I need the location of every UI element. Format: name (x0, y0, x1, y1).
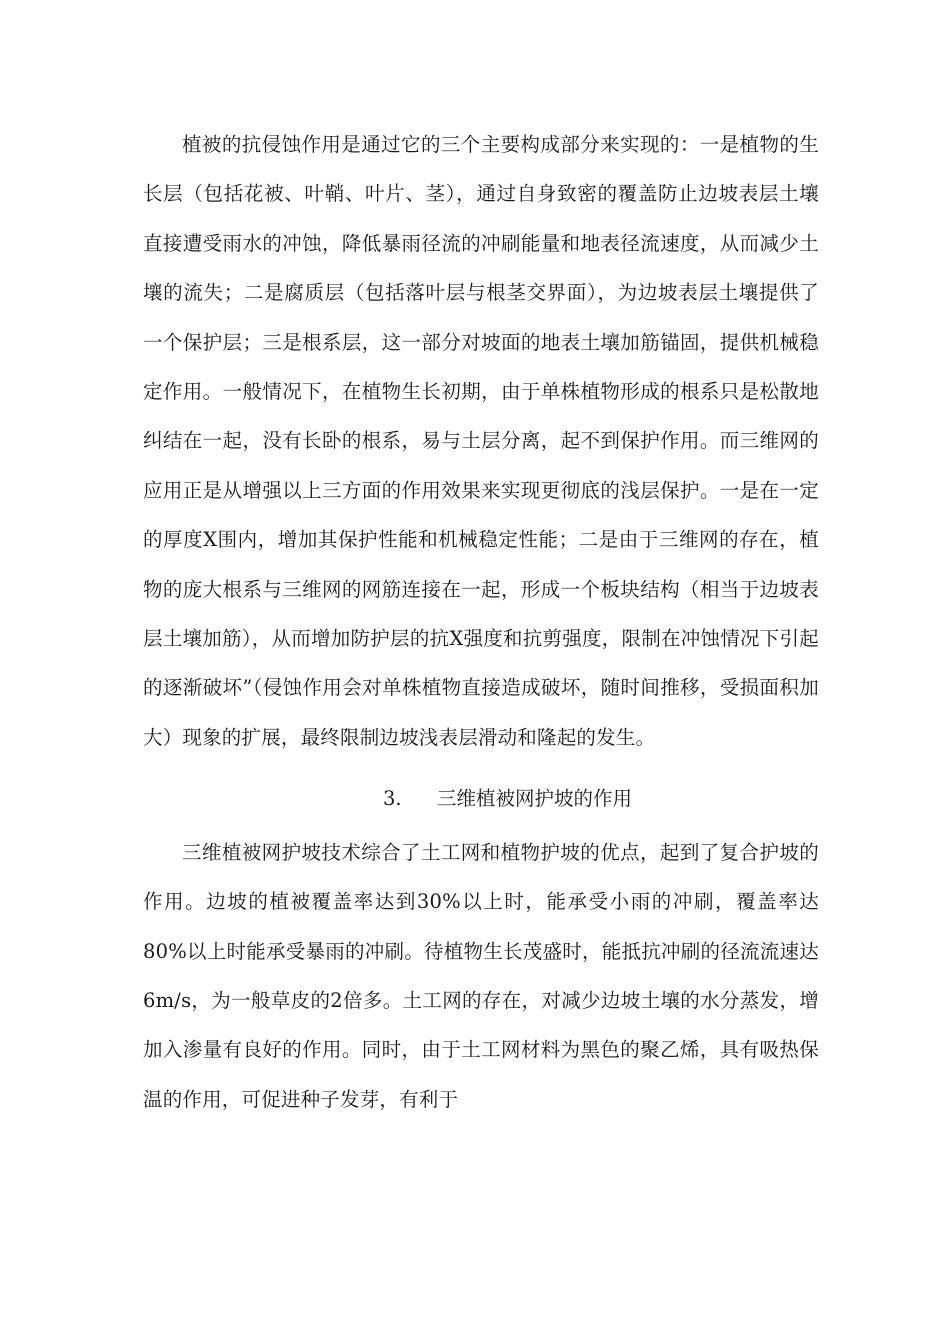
section-title: 三维植被网护坡的作用 (437, 787, 633, 811)
paragraph-erosion-resistance: 植被的抗侵蚀作用是通过它的三个主要构成部分来实现的：一是植物的生长层（包括花被、叶鞘、叶片、茎），通过自身致密的覆盖防止边坡表层土壤直接遭受雨水的冲蚀，降低暴雨径流的冲刷能量和地表径流速度，从而减少土壤的流失；二是腐质层（包括落叶层与根茎交界面），为边坡表层土壤提供了一个保护层；三是根系层，这一部分对坡面的地表土壤加筋锚固，提供机械稳定作用。一般情况下，在植物生长初期，由于单株植物形成的根系只是松散地纠结在一起，没有长卧的根系，易与土层分离，起不到保护作用。而三维网的应用正是从增强以上三方面的作用效果来实现更彻底的浅层保护。一是在一定的厚度X围内，增加其保护性能和机械稳定性能；二是由于三维网的存在，植物的庞大根系与三维网的网筋连接在一起，形成一个板块结构（相当于边坡表层土壤加筋），从而增加防护层的抗X强度和抗剪强度，限制在冲蚀情况下引起的逐渐破坏”（侵蚀作用会对单株植物直接造成破坏，随时间推移，受损面积加大）现象的扩展，最终限制边坡浅表层滑动和隆起的发生。 (143, 133, 819, 749)
paragraph-3d-net-slope-protection: 三维植被网护坡技术综合了土工网和植物护坡的优点，起到了复合护坡的作用。边坡的植被覆盖率达到30%以上时，能承受小雨的冲刷，覆盖率达80%以上时能承受暴雨的冲刷。待植物生长茂盛时，能抵抗冲刷的径流流速达6m/s，为一般草皮的2倍多。土工网的存在，对减少边坡土壤的水分蒸发，增加入渗量有良好的作用。同时，由于土工网材料为黑色的聚乙烯，具有吸热保温的作用，可促进种子发芽，有利于 (143, 840, 819, 1111)
document-page (143, 120, 819, 1124)
section-heading (143, 774, 819, 823)
section-number: 3. (383, 787, 402, 811)
